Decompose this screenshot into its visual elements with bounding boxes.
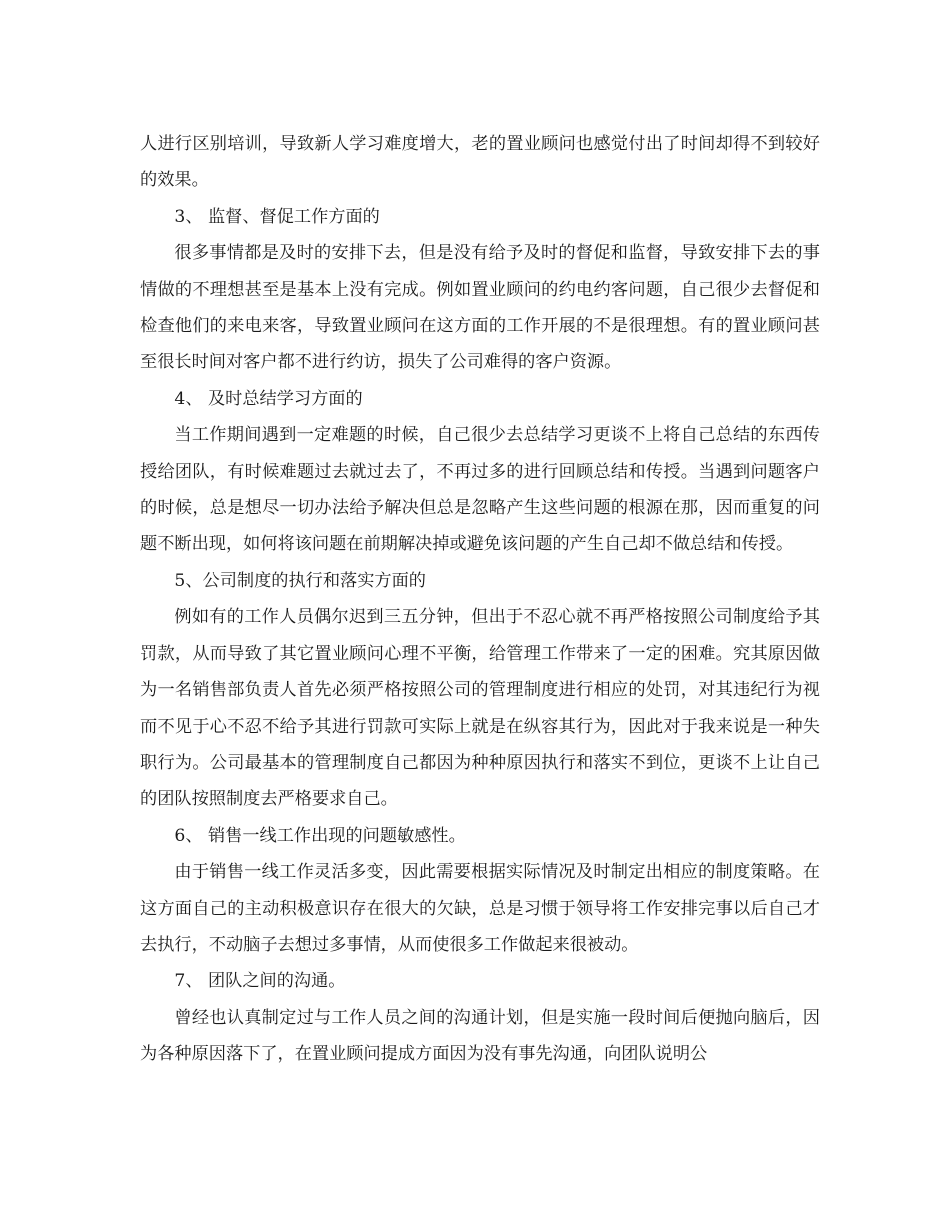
paragraph-team-communication: 曾经也认真制定过与工作人员之间的沟通计划，但是实施一段时间后便抛向脑后，因为各种原因落下了，在置业顾问提成方面因为没有事先沟通，向团队说明公 <box>140 1007 820 1065</box>
heading-supervision: 3、 监督、督促工作方面的 <box>174 206 380 227</box>
document-body <box>140 126 820 1073</box>
heading-frontline-sensitivity: 6、 销售一线工作出现的问题敏感性。 <box>174 825 466 846</box>
heading-company-rules: 5、公司制度的执行和落实方面的 <box>174 570 426 591</box>
paragraph-summary-learning: 当工作期间遇到一定难题的时候，自己很少去总结学习更谈不上将自己总结的东西传授给团队，有时候难题过去就过去了，不再过多的进行回顾总结和传授。当遇到问题客户的时候，总是想尽一切办法给予解决但总是忽略产生这些问题的根源在那，因而重复的问题不断出现，如何将该问题在前期解决掉或避免该问题的产生自己却不做总结和传授。 <box>140 425 820 555</box>
paragraph-company-rules: 例如有的工作人员偶尔迟到三五分钟，但出于不忍心就不再严格按照公司制度给予其罚款，从而导致了其它置业顾问心理不平衡，给管理工作带来了一定的困难。究其原因做为一名销售部负责人首先必须严格按照公司的管理制度进行相应的处罚，对其违纪行为视而不见于心不忍不给予其进行罚款可实际上就是在纵容其行为，因此对于我来说是一种失职行为。公司最基本的管理制度自己都因为种种原因执行和落实不到位，更谈不上让自己的团队按照制度去严格要求自己。 <box>140 607 820 810</box>
paragraph-frontline-sensitivity: 由于销售一线工作灵活多变，因此需要根据实际情况及时制定出相应的制度策略。在这方面自己的主动积极意识存在很大的欠缺，总是习惯于领导将工作安排完事以后自己才去执行，不动脑子去想过多事情，从而使很多工作做起来很被动。 <box>140 862 820 955</box>
heading-team-communication: 7、 团队之间的沟通。 <box>174 971 346 992</box>
paragraph-supervision: 很多事情都是及时的安排下去，但是没有给予及时的督促和监督，导致安排下去的事情做的不理想甚至是基本上没有完成。例如置业顾问的约电约客问题，自己很少去督促和检查他们的来电来客，导致置业顾问在这方面的工作开展的不是很理想。有的置业顾问甚至很长时间对客户都不进行约访，损失了公司难得的客户资源。 <box>140 243 820 373</box>
heading-summary-learning: 4、 及时总结学习方面的 <box>174 388 363 409</box>
paragraph-training-continuation: 人进行区别培训，导致新人学习难度增大，老的置业顾问也感觉付出了时间却得不到较好的效果。 <box>140 134 820 191</box>
